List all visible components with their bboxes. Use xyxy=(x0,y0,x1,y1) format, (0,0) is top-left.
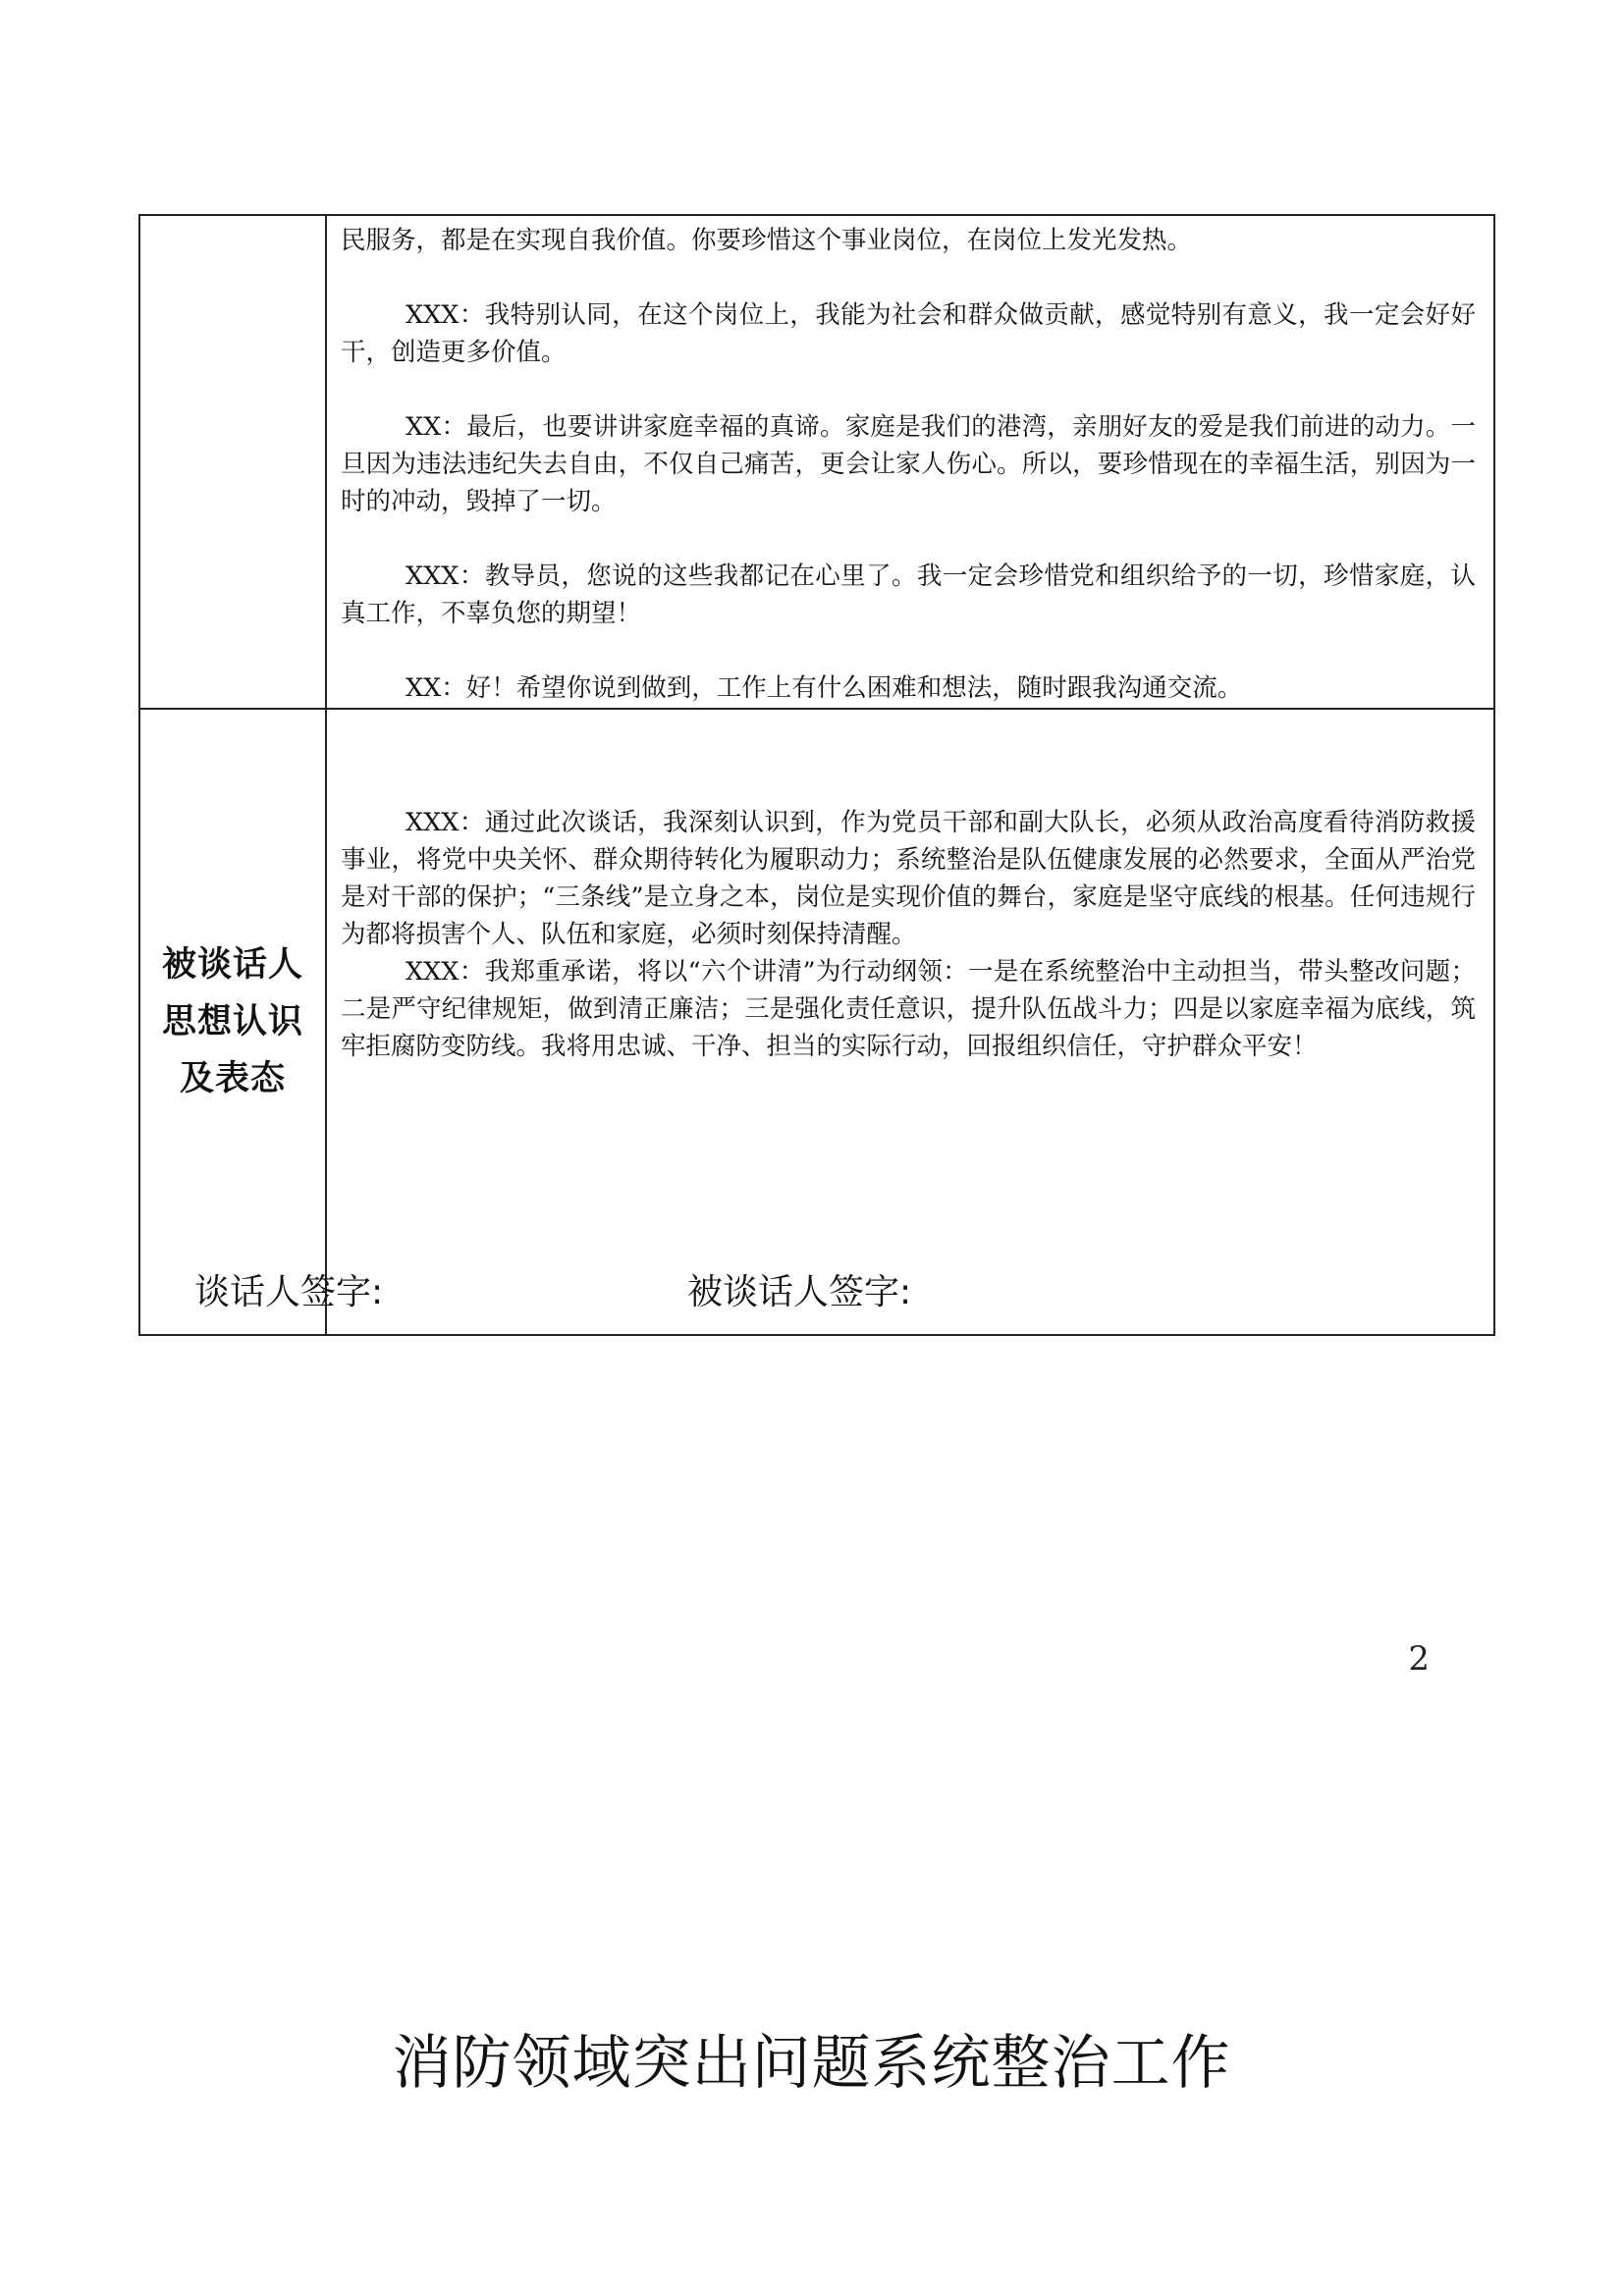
conversation-record-table xyxy=(138,214,1495,1336)
interviewee-thoughts-label: 被谈话人思想认识及表态 xyxy=(161,945,303,1098)
page-number: 2 xyxy=(1408,1639,1430,1679)
signature-row xyxy=(0,1268,1623,1317)
footer-title: 消防领域突出问题系统整治工作 xyxy=(392,2029,1231,2098)
interviewee-statement-cell xyxy=(326,709,1494,1335)
table-row xyxy=(139,215,1494,709)
paragraph: XX：好！希望你说到做到，工作上有什么困难和想法，随时跟我沟通交流。 xyxy=(406,673,1243,703)
paragraph: XXX：通过此次谈话，我深刻认识到，作为党员干部和副大队长，必须从政治高度看待消防救援事业，将党中央关怀、群众期待转化为履职动力；系统整治是队伍健康发展的必然要求，全面从严治党是对干部的保护；“三条线”是立身之本，岗位是实现价值的舞台，家庭是坚守底线的根基。任何违规行为都将损害个人、队伍和家庭，必须时刻保持清醒。 xyxy=(341,808,1476,949)
row-label-cell-empty xyxy=(139,215,326,709)
row-label-cell xyxy=(139,709,326,1335)
paragraph: XXX：我特别认同，在这个岗位上，我能为社会和群众做贡献，感觉特别有意义，我一定会好好干，创造更多价值。 xyxy=(341,300,1476,367)
conversation-content-cell xyxy=(326,215,1494,709)
table-row xyxy=(139,709,1494,1335)
paragraph: XX：最后，也要讲讲家庭幸福的真谛。家庭是我们的港湾，亲朋好友的爱是我们前进的动力。一旦因为违法违纪失去自由，不仅自己痛苦，更会让家人伤心。所以，要珍惜现在的幸福生活，别因为一时的冲动，毁掉了一切。 xyxy=(341,412,1476,516)
paragraph: XXX：我郑重承诺，将以“六个讲清”为行动纲领：一是在系统整治中主动担当，带头整改问题；二是严守纪律规矩，做到清正廉洁；三是强化责任意识，提升队伍战斗力；四是以家庭幸福为底线，筑牢拒腐防变防线。我将用忠诚、干净、担当的实际行动，回报组织信任，守护群众平安！ xyxy=(341,957,1476,1061)
interviewer-signature-label: 谈话人签字: xyxy=(194,1272,384,1312)
paragraph-continuation: 民服务，都是在实现自我价值。你要珍惜这个事业岗位，在岗位上发光发热。 xyxy=(341,226,1193,255)
interviewee-signature-label: 被谈话人签字: xyxy=(687,1272,912,1312)
paragraph: XXX：教导员，您说的这些我都记在心里了。我一定会珍惜党和组织给予的一切，珍惜家庭，认真工作，不辜负您的期望！ xyxy=(341,561,1476,628)
